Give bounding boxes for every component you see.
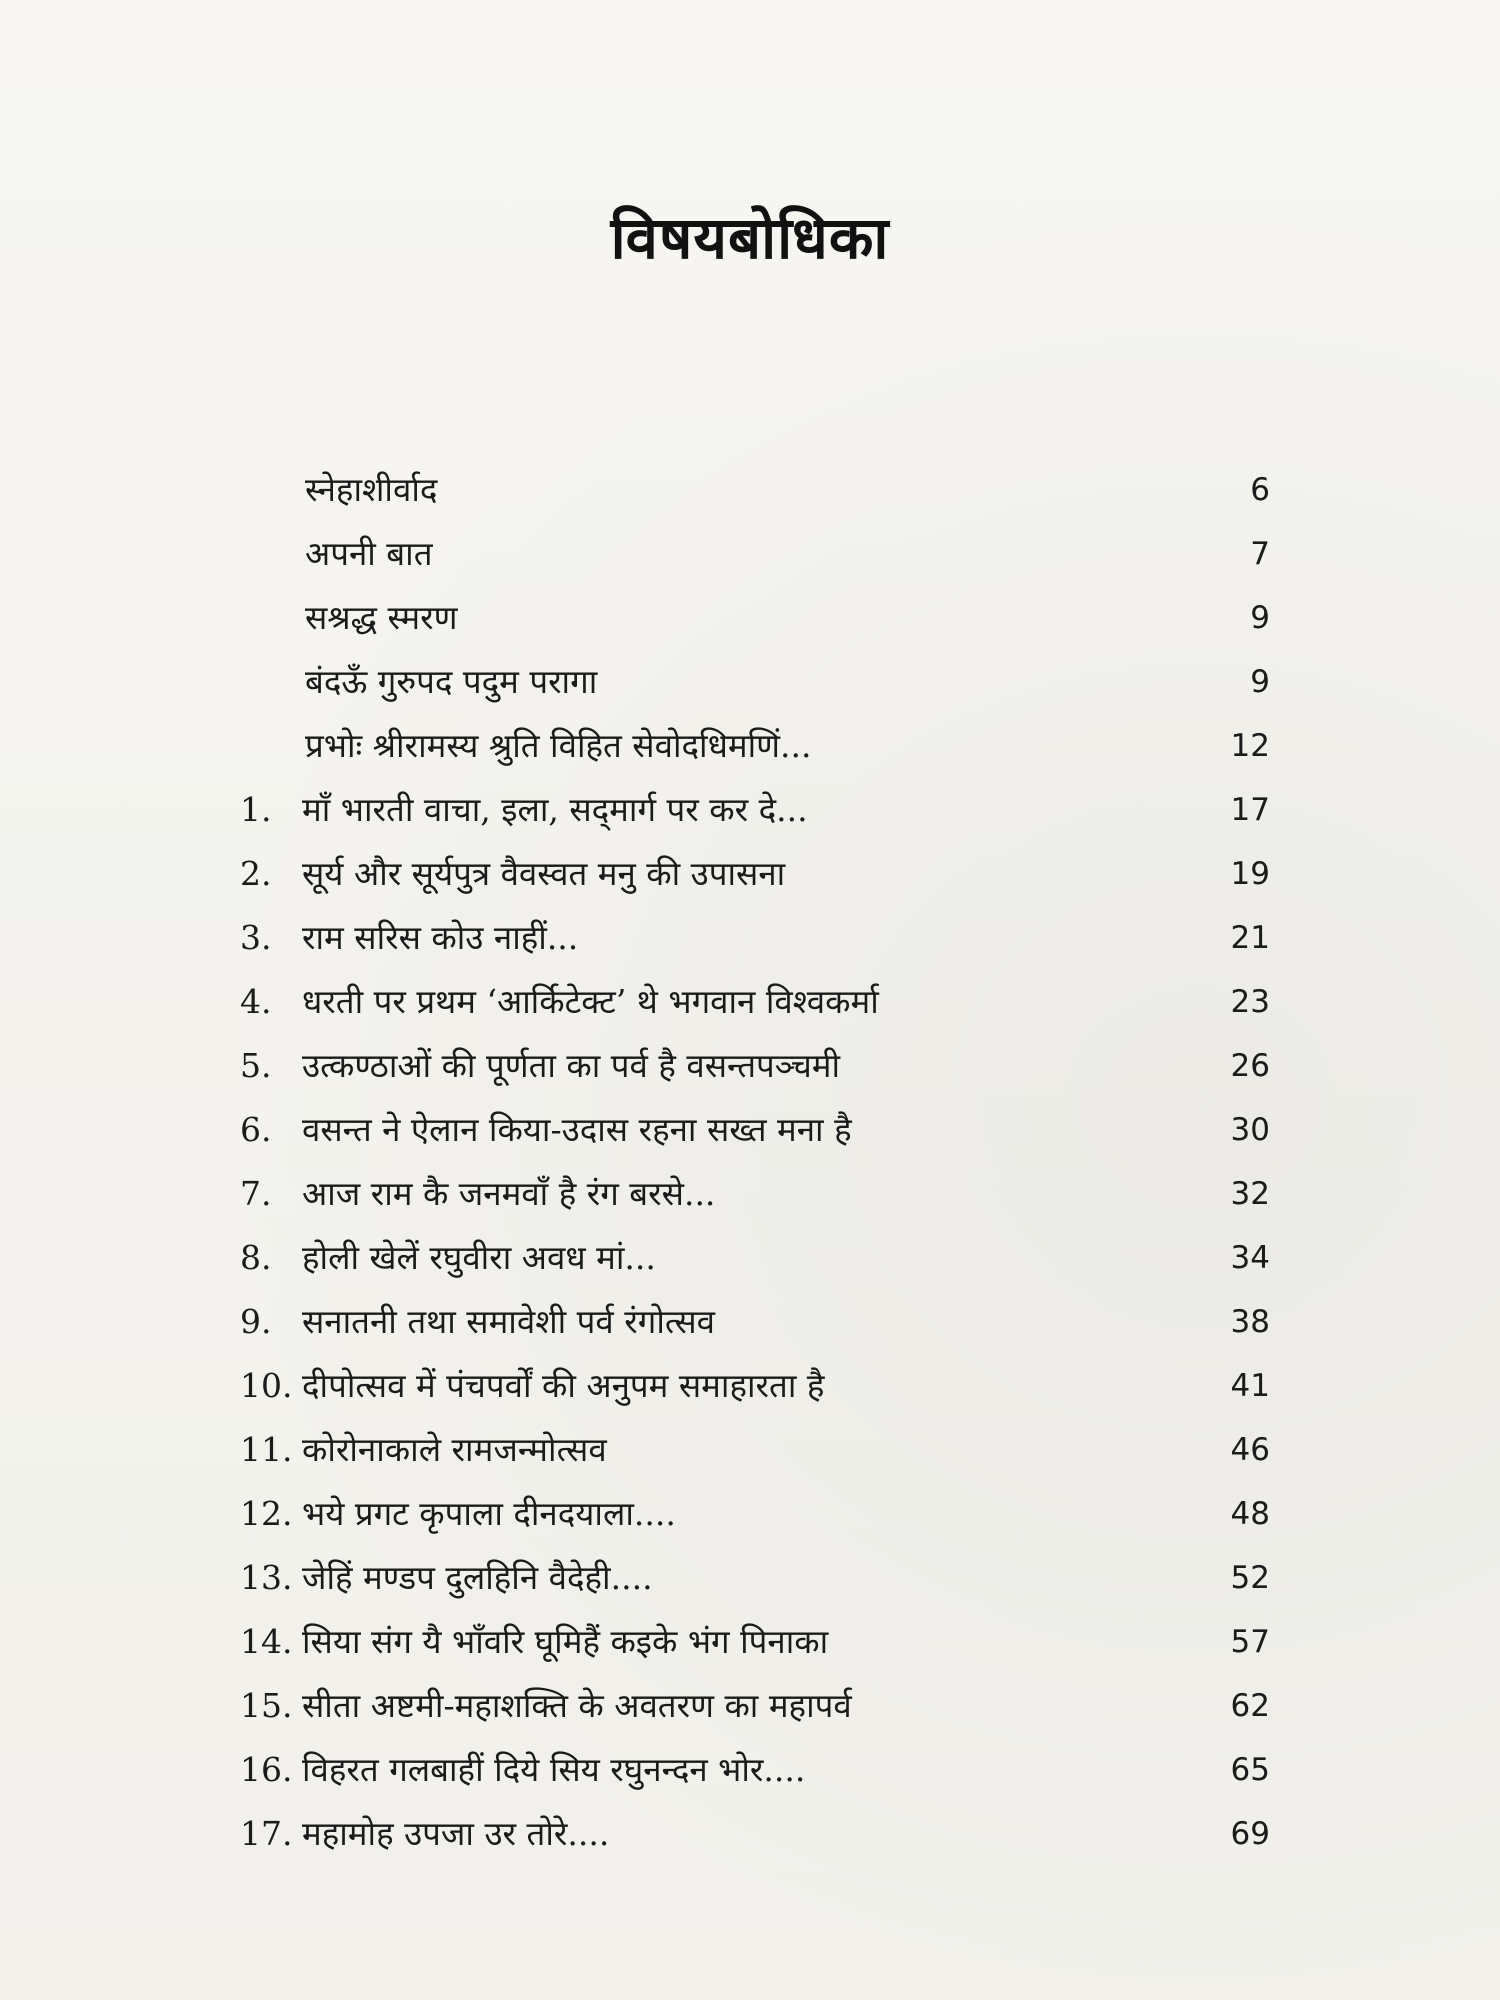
toc-entry-title: सिया संग यै भाँवरि घूमिहैं कइके भंग पिनाका: [302, 1622, 829, 1661]
toc-entry: [240, 778, 1270, 842]
toc-entry-title: भये प्रगट कृपाला दीनदयाला....: [302, 1494, 676, 1533]
chapter-number: 5.: [240, 1046, 272, 1085]
chapter-number: 17.: [240, 1814, 293, 1853]
toc-entry: [240, 586, 1270, 650]
toc-entry: [240, 650, 1270, 714]
toc-entry: [240, 1098, 1270, 1162]
toc-entry-title: कोरोनाकाले रामजन्मोत्सव: [302, 1430, 607, 1469]
chapter-number: 9.: [240, 1302, 272, 1341]
chapter-number: 6.: [240, 1110, 272, 1149]
table-of-contents: [240, 458, 1270, 1866]
toc-page-number: 52: [1230, 1560, 1270, 1596]
toc-page-number: 19: [1230, 856, 1270, 892]
toc-page-number: 32: [1230, 1176, 1270, 1212]
toc-entry: [240, 522, 1270, 586]
toc-entry-title: वसन्त ने ऐलान किया-उदास रहना सख्त मना है: [302, 1110, 852, 1149]
chapter-number: 10.: [240, 1366, 293, 1405]
chapter-number: 14.: [240, 1622, 293, 1661]
toc-entry-title: जेहिं मण्डप दुलहिनि वैदेही....: [302, 1558, 653, 1597]
toc-entry: [240, 906, 1270, 970]
chapter-number: 3.: [240, 918, 272, 957]
toc-entry-title: विहरत गलबाहीं दिये सिय रघुनन्दन भोर....: [302, 1750, 806, 1789]
toc-entry: [240, 1418, 1270, 1482]
toc-page-number: 30: [1230, 1112, 1270, 1148]
page-title: विषयबोधिका: [610, 204, 890, 272]
chapter-number: 11.: [240, 1430, 293, 1469]
toc-page-number: 62: [1230, 1688, 1270, 1724]
toc-entry: [240, 1802, 1270, 1866]
toc-entry: [240, 1226, 1270, 1290]
toc-entry: [240, 1610, 1270, 1674]
toc-entry: [240, 714, 1270, 778]
chapter-number: 4.: [240, 982, 272, 1021]
toc-entry: [240, 970, 1270, 1034]
toc-page-number: 69: [1230, 1816, 1270, 1852]
toc-page-number: 48: [1230, 1496, 1270, 1532]
toc-entry-title: सीता अष्टमी-महाशक्ति के अवतरण का महापर्व: [302, 1686, 852, 1725]
toc-entry-title: महामोह उपजा उर तोरे....: [302, 1814, 610, 1853]
toc-page-number: 9: [1250, 600, 1270, 636]
toc-entry: [240, 1290, 1270, 1354]
toc-entry-title: दीपोत्सव में पंचपर्वों की अनुपम समाहारता है: [302, 1366, 825, 1405]
chapter-number: 13.: [240, 1558, 293, 1597]
toc-entry-title: स्नेहाशीर्वाद: [305, 470, 438, 509]
toc-page-number: 12: [1230, 728, 1270, 764]
toc-entry-title: सनातनी तथा समावेशी पर्व रंगोत्सव: [302, 1302, 715, 1341]
chapter-number: 15.: [240, 1686, 293, 1725]
toc-page-number: 65: [1230, 1752, 1270, 1788]
toc-entry-title: धरती पर प्रथम ‘आर्किटेक्ट’ थे भगवान विश्वकर्मा: [302, 982, 879, 1021]
toc-entry-title: सश्रद्ध स्मरण: [305, 598, 458, 637]
toc-page-number: 17: [1230, 792, 1270, 828]
toc-page-number: 23: [1230, 984, 1270, 1020]
toc-entry-title: राम सरिस कोउ नाहीं...: [302, 918, 579, 957]
toc-page-number: 26: [1230, 1048, 1270, 1084]
chapter-number: 7.: [240, 1174, 272, 1213]
toc-page-number: 7: [1250, 536, 1270, 572]
toc-entry: [240, 1482, 1270, 1546]
toc-page-number: 21: [1230, 920, 1270, 956]
toc-page-number: 9: [1250, 664, 1270, 700]
toc-entry: [240, 1354, 1270, 1418]
toc-entry-title: माँ भारती वाचा, इला, सद्‌मार्ग पर कर दे...: [302, 790, 808, 829]
toc-page-number: 57: [1230, 1624, 1270, 1660]
toc-entry: [240, 1674, 1270, 1738]
chapter-number: 16.: [240, 1750, 293, 1789]
toc-entry-title: उत्कण्ठाओं की पूर्णता का पर्व है वसन्तपञ्चमी: [302, 1046, 841, 1085]
toc-entry: [240, 1162, 1270, 1226]
toc-entry: [240, 1034, 1270, 1098]
chapter-number: 12.: [240, 1494, 293, 1533]
toc-page-number: 6: [1250, 472, 1270, 508]
toc-entry-title: बंदऊँ गुरुपद पदुम परागा: [305, 662, 598, 701]
chapter-number: 1.: [240, 790, 272, 829]
toc-entry: [240, 458, 1270, 522]
toc-page-number: 34: [1230, 1240, 1270, 1276]
toc-entry: [240, 1738, 1270, 1802]
chapter-number: 8.: [240, 1238, 272, 1277]
toc-entry-title: अपनी बात: [305, 534, 433, 573]
toc-page-number: 38: [1230, 1304, 1270, 1340]
toc-entry-title: प्रभोः श्रीरामस्य श्रुति विहित सेवोदधिमणिं...: [305, 726, 812, 765]
toc-page-number: 46: [1230, 1432, 1270, 1468]
toc-entry: [240, 1546, 1270, 1610]
toc-entry-title: होली खेलें रघुवीरा अवध मां...: [302, 1238, 656, 1277]
chapter-number: 2.: [240, 854, 272, 893]
toc-page-number: 41: [1230, 1368, 1270, 1404]
toc-entry: [240, 842, 1270, 906]
toc-entry-title: सूर्य और सूर्यपुत्र वैवस्वत मनु की उपासना: [302, 854, 786, 893]
toc-entry-title: आज राम कै जनमवाँ है रंग बरसे...: [302, 1174, 716, 1213]
